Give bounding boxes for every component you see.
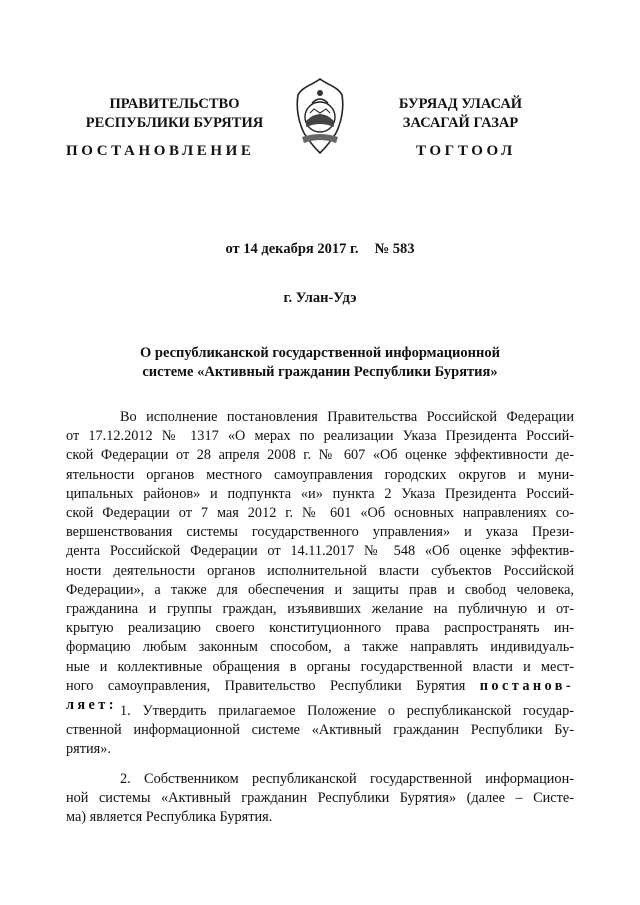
document-title: [0, 344, 640, 382]
text-line: крытую реализацию своего конституционного права распространять ин-: [66, 620, 574, 637]
issuer-right: [368, 95, 553, 133]
text-line: ные и коллективные обращения в органы государственной власти и мест-: [66, 658, 574, 675]
coat-of-arms-emblem: [292, 77, 348, 155]
city: г. Улан-Удэ: [283, 290, 357, 306]
text-line: рятия».: [66, 741, 111, 758]
text-line: от 17.12.2012 № 1317 «О мерах по реализации Указа Президента Россий-: [66, 428, 574, 445]
title-line1: О республиканской государственной информационной: [140, 345, 500, 361]
text-line: формацию любым законным способом, а также направлять индивидуаль-: [66, 639, 574, 656]
text-line: ятельности органов местного самоуправления городских округов и муни-: [66, 466, 574, 483]
text-line: ской Федерации от 28 апреля 2008 г. № 607 «Об оценке эффективности де-: [66, 447, 574, 464]
date-number-line: [0, 240, 640, 259]
text-line: Во исполнение постановления Правительства Российской Федерации: [120, 409, 574, 425]
issuer-left: [82, 95, 267, 133]
resolve-word-end: ляет:: [66, 697, 117, 714]
doc-type-left: ПОСТАНОВЛЕНИЕ: [66, 143, 255, 159]
text-line: ма) является Республика Бурятия.: [66, 809, 273, 826]
issuer-right-line1: БУРЯАД УЛАСАЙ: [398, 96, 523, 112]
text-line: [66, 677, 574, 696]
text-line: ственной информационной системе «Активный гражданин Республики Бу-: [66, 722, 574, 739]
text-line: гражданина и группы граждан, изъявивших желание на публичную и от-: [66, 601, 574, 618]
text-line: дента Российской Федерации от 14.11.2017 № 548 «Об оценке эффектив-: [66, 543, 574, 560]
text-line: 2. Собственником республиканской государственной информацион-: [120, 771, 574, 787]
text-line: ной системы «Активный гражданин Республики Бурятия» (далее – Систе-: [66, 790, 574, 807]
doc-type-right: ТОГТООЛ: [416, 143, 516, 159]
text-fragment: ного самоуправления, Правительство Республики Бурятия: [66, 677, 466, 694]
text-line: 1. Утвердить прилагаемое Положение о республиканской государ-: [120, 703, 574, 719]
text-line: Федерации», а также для обеспечения и защиты прав и свобод человека,: [66, 581, 574, 598]
title-line2: системе «Активный гражданин Республики Бурятия»: [142, 364, 498, 380]
issuer-left-line2: РЕСПУБЛИКИ БУРЯТИЯ: [85, 115, 264, 131]
text-line: вершенствования системы государственного управления» и указа Прези-: [66, 524, 574, 541]
text-line: ципальных районов» и подпункта «и» пункта 2 Указа Президента Россий-: [66, 485, 574, 502]
issuer-right-line2: ЗАСАГАЙ ГАЗАР: [402, 115, 519, 131]
resolve-word: постанов-: [479, 677, 574, 694]
paragraph-preamble: [66, 408, 574, 715]
document-date: от 14 декабря 2017 г.: [225, 241, 359, 257]
paragraph-item-2: [66, 770, 574, 828]
text-line: ской Федерации от 7 мая 2012 г. № 601 «Об основных направлениях со-: [66, 505, 574, 522]
paragraph-item-1: [66, 702, 574, 760]
issuer-left-line1: ПРАВИТЕЛЬСТВО: [109, 96, 240, 112]
document-number: № 583: [374, 241, 415, 257]
text-line: ности деятельности органов исполнительной власти субъектов Российской: [66, 562, 574, 579]
